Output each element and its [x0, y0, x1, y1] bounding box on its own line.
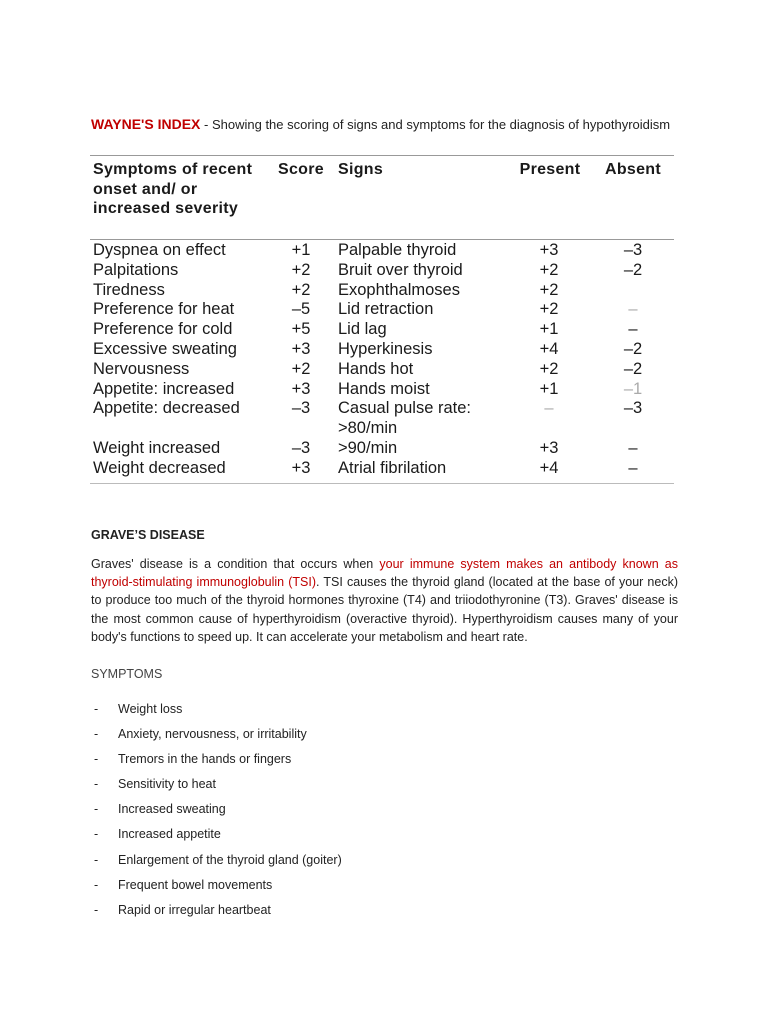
present-cell: – [544, 399, 554, 418]
present-cell: +4 [539, 458, 559, 477]
symptom-text: Rapid or irregular heartbeat [118, 902, 271, 917]
description-text-start: Graves' disease is a condition that occurs when [91, 557, 380, 571]
sign-cell: Casual pulse rate: >80/min [338, 399, 471, 438]
present-cell: +2 [539, 260, 559, 279]
symptoms-title: SYMPTOMS [91, 667, 163, 681]
sign-cell: Palpable thyroid [338, 241, 457, 259]
table-row [90, 340, 674, 360]
table-row [90, 281, 674, 301]
symptom-cell: Nervousness [93, 359, 190, 378]
score-cell: –5 [291, 300, 311, 319]
present-cell: +4 [539, 339, 559, 358]
symptom-cell: Appetite: increased [93, 379, 235, 398]
wayne-index-title: WAYNE'S INDEX [91, 116, 201, 132]
table-row [90, 360, 674, 380]
symptom-cell: Dyspnea on effect [93, 241, 226, 259]
sign-cell: Hands hot [338, 359, 414, 378]
table-row [90, 459, 674, 479]
present-cell: +2 [539, 300, 559, 319]
list-bullet: - [94, 752, 99, 767]
absent-cell: –2 [623, 339, 643, 358]
present-cell: +2 [539, 359, 559, 378]
score-cell: +3 [291, 458, 311, 477]
sign-cell: Lid lag [338, 320, 387, 339]
symptom-text: Tremors in the hands or fingers [118, 752, 292, 767]
sign-cell: >90/min [338, 438, 398, 457]
symptom-text: Weight loss [118, 702, 183, 716]
list-bullet: - [94, 852, 99, 867]
score-cell: –3 [291, 399, 311, 418]
list-bullet: - [94, 727, 99, 742]
header-score: Score [278, 161, 324, 178]
symptom-cell: Weight decreased [93, 458, 226, 477]
list-bullet: - [94, 777, 99, 792]
list-bullet: - [94, 802, 99, 817]
symptom-text: Increased appetite [118, 827, 221, 842]
wayne-index-table [90, 155, 674, 484]
score-cell: +3 [291, 339, 311, 358]
sign-cell: Bruit over thyroid [338, 260, 463, 279]
list-bullet: - [94, 702, 99, 716]
score-cell: +2 [291, 260, 311, 279]
absent-cell: – [628, 320, 638, 339]
symptom-cell: Palpitations [93, 260, 179, 279]
symptom-text: Frequent bowel movements [118, 877, 273, 892]
symptom-cell: Preference for heat [93, 300, 235, 319]
heading-description: - Showing the scoring of signs and symptoms for the diagnosis of hypothyroidism [200, 117, 671, 132]
score-cell: +5 [291, 320, 311, 339]
present-cell: +2 [539, 280, 559, 299]
absent-cell: –1 [623, 379, 643, 398]
symptom-cell: Excessive sweating [93, 339, 237, 358]
table-header [90, 156, 674, 240]
graves-description [91, 555, 678, 646]
absent-cell: –3 [623, 241, 643, 259]
present-cell: +3 [539, 438, 559, 457]
present-cell: +1 [539, 320, 559, 339]
symptom-cell: Tiredness [93, 280, 165, 299]
table-row [90, 439, 674, 459]
absent-cell: –2 [623, 359, 643, 378]
absent-cell: –3 [623, 399, 643, 418]
list-bullet: - [94, 877, 99, 892]
symptom-cell: Appetite: decreased [93, 399, 240, 418]
symptom-cell: Preference for cold [93, 320, 233, 339]
sign-cell: Lid retraction [338, 300, 434, 319]
absent-cell: –2 [623, 260, 643, 279]
table-row [90, 380, 674, 400]
symptom-text: Sensitivity to heat [118, 777, 216, 792]
present-cell: +1 [539, 379, 559, 398]
absent-cell: – [628, 438, 638, 457]
header-present: Present [519, 161, 581, 178]
score-cell: +2 [291, 280, 311, 299]
table-row [90, 241, 674, 261]
score-cell: +2 [291, 359, 311, 378]
symptom-text: Increased sweating [118, 802, 226, 817]
list-bullet: - [94, 902, 99, 917]
table-row [90, 399, 674, 439]
table-row [90, 320, 674, 340]
absent-cell: – [628, 458, 638, 477]
symptom-text: Anxiety, nervousness, or irritability [118, 727, 307, 742]
description-highlight: your immune system makes an antibody known as thyroid-stimulating immunoglobulin (TSI) [91, 557, 678, 590]
score-cell: +1 [291, 241, 311, 259]
document-heading [91, 113, 691, 136]
score-cell: +3 [291, 379, 311, 398]
graves-disease-title: GRAVE’S DISEASE [91, 528, 205, 542]
symptom-text: Enlargement of the thyroid gland (goiter) [118, 852, 342, 867]
sign-cell: Exophthalmoses [338, 280, 460, 299]
table-row [90, 300, 674, 320]
sign-cell: Hyperkinesis [338, 339, 433, 358]
symptom-cell: Weight increased [93, 438, 221, 457]
header-signs: Signs [338, 161, 384, 178]
score-cell: –3 [291, 438, 311, 457]
header-symptoms: Symptoms of recent onset and/ or increased severity [93, 161, 253, 217]
sign-cell: Atrial fibrilation [338, 458, 447, 477]
sign-cell: Hands moist [338, 379, 430, 398]
description-text-end: . TSI causes the thyroid gland (located at the base of your neck) to produce too much of the thyroid hormones thyroxine (T4) and triiodothyronine (T3). Graves' disease is the most common cause of hyperthyroidism (overactive thyroid). Hyperthyroidism causes many of your body's functions to speed up. It can accelerate your metabolism and heart rate. [91, 575, 679, 644]
absent-cell: – [628, 300, 638, 319]
list-bullet: - [94, 827, 99, 842]
table-body [90, 240, 674, 483]
present-cell: +3 [539, 241, 559, 259]
table-row [90, 261, 674, 281]
header-absent: Absent [604, 161, 662, 178]
